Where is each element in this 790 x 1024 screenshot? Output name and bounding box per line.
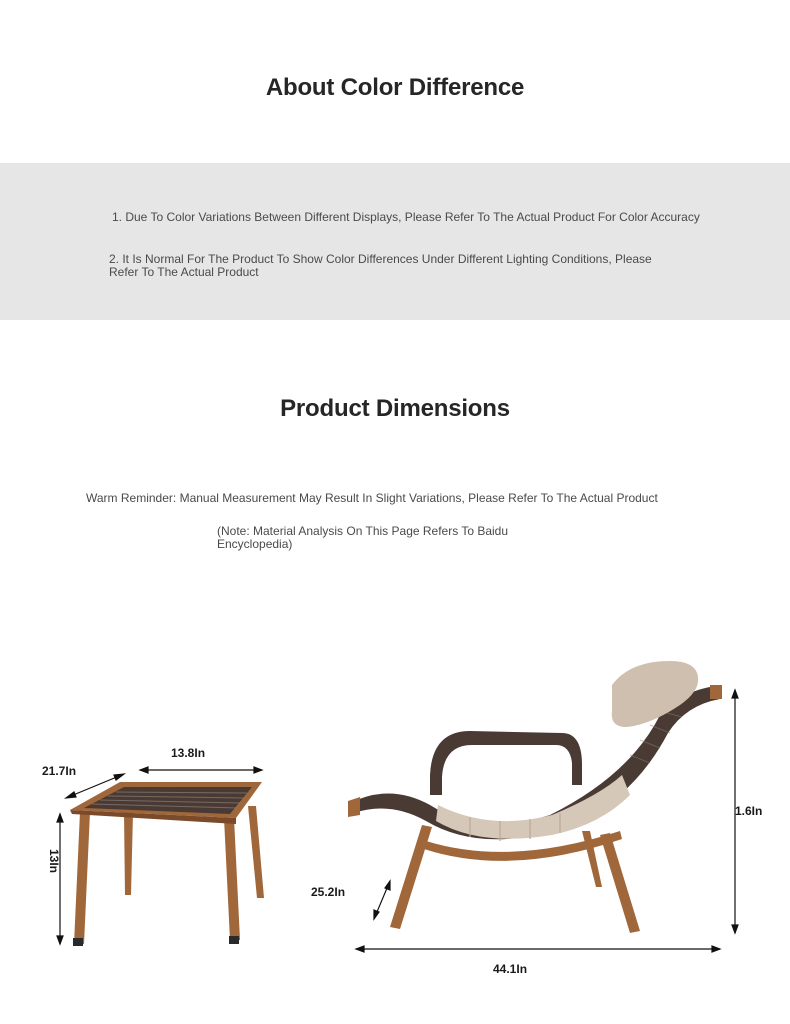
color-note-1: 1. Due To Color Variations Between Different Displays, Please Refer To The Actual Product For Color Accuracy [112,210,700,224]
lounger-image [330,655,780,955]
ottoman-height-label: 13In [47,849,61,874]
ottoman-legs [74,806,264,944]
lounger-height-label: 1.6In [735,804,763,818]
material-note: (Note: Material Analysis On This Page Refers To Baidu Encyclopedia) [217,524,509,551]
ottoman-depth-label: 21.7In [42,764,77,778]
lounger-pillow [612,661,698,727]
color-note-2: 2. It Is Normal For The Product To Show Color Differences Under Different Lighting Conditions, Please Refer To The Actual Product [109,252,652,279]
lounger-seat-depth-label: 25.2In [311,885,346,899]
color-difference-title: About Color Difference [265,74,525,101]
product-dimensions-title: Product Dimensions [280,395,510,422]
color-notes-band [0,163,790,320]
ottoman-width-label: 13.8In [171,746,206,760]
warm-reminder: Warm Reminder: Manual Measurement May Result In Slight Variations, Please Refer To The Actual Product [86,491,658,505]
lounger-arm-loop [430,731,582,795]
lounger-length-label: 44.1In [493,962,528,976]
